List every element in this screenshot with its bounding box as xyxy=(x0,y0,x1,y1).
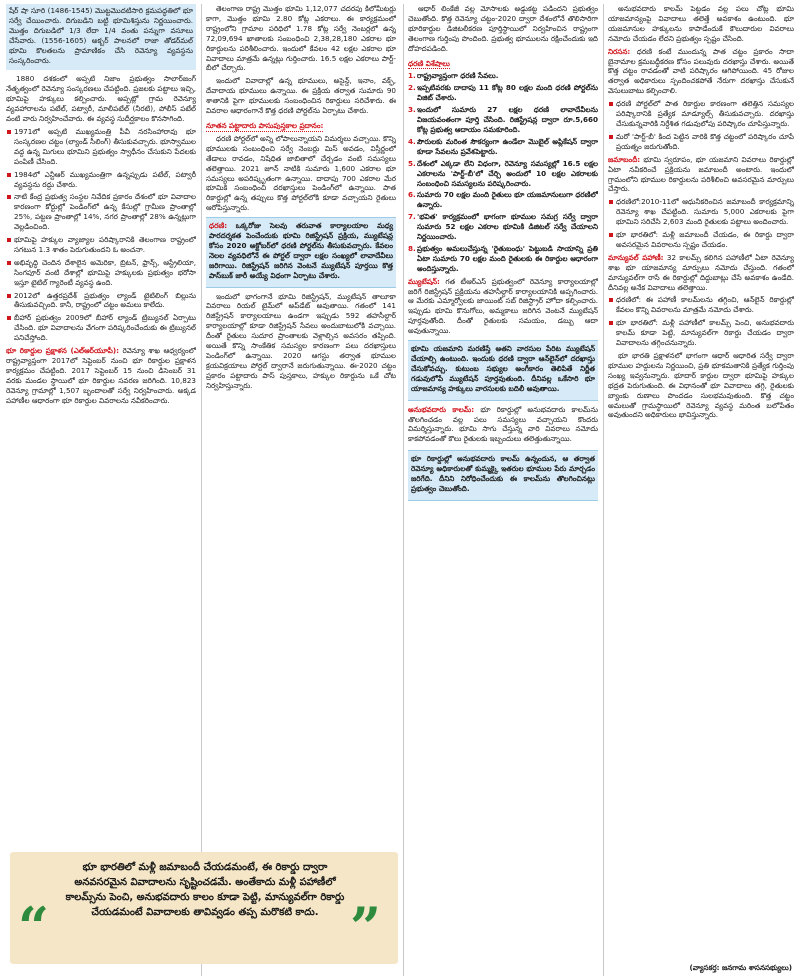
intro-text: షేర్ షా సూరి (1486-1545) మొట్టమొదటిసారి క్రమపద్ధతిలో భూ సర్వే చేయించారు. దిగుబడిని బట్టి భూమిశిస్తును నిర్ణయించారు. మొత్తం దిగుబడిలో 1/3 లేదా 1/4 వంతు పన్నుగా వసూలు చేసేవారు. (1556-1605) అక్బర్ పాలనలో రాజా తోడర్‌మల్ భూమి కొలతలను ప్రామాణికం చేసి రెవెన్యూ వ్యవస్థను సంస్కరించారు. xyxy=(9,6,193,65)
quote-close-icon: ” xyxy=(350,895,382,959)
bullet-list xyxy=(6,127,196,343)
list-item: భూ భారతిలో: మళ్లీ జమాబందీ చేయడం, ఈ రికార్డు ద్వారా అవసరమైన వివరాలను స్పష్టం చేయడం. xyxy=(608,230,794,250)
paragraph: తెలంగాణ రాష్ట్ర మొత్తం భూమి 1,12,077 చదరపు కిలోమీటర్లు కాగా, మొత్తం భూమి 2.80 కోట్ల ఎకరాలు. ఈ కార్యక్రమంలో రాష్ట్రంలోని గ్రామాల పరిధిలో 1.78 కోట్ల సర్వే నెంబర్లలో ఉన్న 72,09,694 ఖాతాలకు సంబంధించి 2,38,28,180 ఎకరాల భూ రికార్డులను పరిశీలించారు. ఇందులో కేవలం 42 లక్షల ఎకరాల భూ వివాదాలు మాత్రమే ఉన్నట్లు గుర్తించారు. 16.5 లక్షల ఎకరాలు పార్ట్-బీలో చేర్చారు. xyxy=(206,4,396,73)
subheading: మాన్యువల్ పహాణీ: xyxy=(608,252,664,262)
quote-open-icon: “ xyxy=(18,895,50,959)
list-item: బీహార్ ప్రభుత్వం 2009లో బీహార్ ల్యాండ్ ట్రిబ్యునల్ ఏర్పాటు చేసింది. భూ వివాదాలను వేగంగా పరిష్కరించేందుకు ఈ ట్రిబ్యునల్ పనిచేస్తోంది. xyxy=(6,313,196,343)
column-rule xyxy=(201,4,202,976)
paragraph: భూమి స్వరూపం, భూ యజమాని వివరాలు రికార్డుల్లో ఏటా నవీకరించే ప్రక్రియను జమాబందీ అంటారు. ఇందులో గ్రామంలోని భూముల రికార్డులను పరిశీలించి అవసరమైన మార్పులు చేస్తారు. xyxy=(608,154,794,194)
list-item: 7. 'భవిత' కార్యక్రమంలో భాగంగా భూముల సమగ్ర సర్వే ద్వారా సుమారు 52 లక్షల ఎకరాల భూమికి డిజిటల్ సర్వే చేయాలని నిర్ణయించారు. xyxy=(408,212,598,242)
subheading: జమాబందీ: xyxy=(608,154,641,164)
list-item: భూ భారతిలో: మళ్లీ పహాణీలో కాలమ్స్ పెంచి, అనుభవదారు కాలమ్ కూడా పెట్టి, మాన్యువల్‌గా రికార్డు చేయడం ద్వారా వివాదాలను తగ్గించనున్నారు. xyxy=(608,318,794,348)
list-item: 3. ఇందులో సుమారు 27 లక్షల ధరణి లావాదేవీలను విజయవంతంగా పూర్తి చేసింది. రిజిస్ట్రేషన్ల ద్వారా రూ.5,660 కోట్ల ప్రభుత్వ ఆదాయం సమకూరింది. xyxy=(408,105,598,134)
list-item: ధరణి పోర్టల్‌లో పాత రికార్డుల కారణంగా తలెత్తిన సమస్యల పరిష్కారానికి ప్రత్యేక మాడ్యూల్స్ తీసుకువచ్చారు. దరఖాస్తు చేసుకున్నవారికి నిర్దేశిత గడువులోపు పరిష్కారం చూపిస్తున్నారు. xyxy=(608,99,794,129)
paragraph: ధరణి కంటే ముందున్న పాత చట్టం ప్రకారం సాదా బైనామాల క్రమబద్ధీకరణ కోసం పలువురు దరఖాస్తు చేశారు. అయితే కొత్త చట్టం రావడంతో వాటి పరిష్కారం ఆగిపోయింది. 45 రోజుల తర్వాత అధికారులు స్పందించకపోతే నేరుగా దరఖాస్తు చేసుకునే వెసులుబాటు కల్పించాలి. xyxy=(608,46,794,96)
paragraph: రెవెన్యూ శాఖ ఆధ్వర్యంలో రాష్ట్రవ్యాప్తంగా 2017లో సెప్టెంబర్ నుంచి భూ రికార్డుల ప్రక్షాళన కార్యక్రమం చేపట్టింది. 2017 సెప్టెంబర్ 15 నుంచి డిసెంబర్ 31 వరకు మండల స్థాయిలో భూ రికార్డుల సవరణ జరిగింది. 10,823 రెవెన్యూ గ్రామాల్లో 1,507 బృందాలతో సర్వే నిర్వహించారు. అక్కడ పహాణీల ఆధారంగా భూ రికార్డుల వివరాలను నవీకరించారు. xyxy=(6,346,196,405)
paragraph: 32 కాలమ్స్ కలిగిన పహాణీలో ఏటా రెవెన్యూ శాఖ భూ యాజమాన్య మార్పులు నమోదు చేస్తుంది. గతంలో మాన్యువల్‌గా రాసే ఈ రికార్డుల్లో దిద్దుబాట్లు చేసే అవకాశం ఉండేది. దీనివల్ల అనేక వివాదాలు తలెత్తాయి. xyxy=(608,252,794,292)
list-item: 6. సుమారు 70 లక్షల మంది రైతులు భూ యజమానులుగా ధరణిలో ఉన్నారు. xyxy=(408,190,598,210)
paragraph: ఇందులో భాగంగానే భూమి రిజిస్ట్రేషన్, మ్యుటేషన్ తాలూకా వివరాలు రియల్ టైమ్‌లో అప్‌డేట్ అవుతాయి. గతంలో 141 రిజిస్ట్రేషన్ కార్యాలయాలు ఉండగా ఇప్పుడు 592 తహసీల్దార్ కార్యాలయాల్లో కూడా రిజిస్ట్రేషన్ సేవలు అందుబాటులోకి వచ్చాయి. దీంతో రైతులు సుదూర ప్రాంతాలకు వెళ్లాల్సిన అవసరం తప్పింది. అయితే కొన్ని సాంకేతిక సమస్యల కారణంగా పలు దరఖాస్తులు పెండింగ్‌లో ఉన్నాయి. 2020 ఆగస్టు తర్వాత భూముల క్రయవిక్రయాలు పోర్టల్ ద్వారానే జరుగుతున్నాయి. ఈ-2020 చట్టం ప్రకారం పట్టాదారు పాస్ పుస్తకాలు, హక్కుల రికార్డును ఒకే చోట నిర్వహిస్తున్నారు. xyxy=(206,291,396,390)
bullet-list xyxy=(608,99,794,152)
intro-highlight xyxy=(6,4,196,70)
list-item: మరో 'పార్ట్-బీ' కింద పెట్టిన వారికి కొత్త చట్టంలో పరిష్కారం చూపే ప్రయత్నం జరుగుతోంది. xyxy=(608,132,794,152)
paragraph: గత టీఆర్ఎస్ ప్రభుత్వంలో రెవెన్యూ కార్యాలయాల్లో జరిగే రిజిస్ట్రేషన్ ప్రక్రియను తహసీల్దార్ కార్యాలయానికి అప్పగించారు. ఆ మేరకు ఎమ్మార్వోలకు జాయింట్ సబ్ రిజిస్ట్రార్ హోదా కల్పించారు. ఇప్పుడు భూమి కొనుగోలు, అమ్మకాలు జరిగిన వెంటనే మ్యుటేషన్ పూర్తవుతోంది. దీంతో రైతులకు సమయం, డబ్బు ఆదా అవుతున్నాయి. xyxy=(408,276,598,336)
highlight-box xyxy=(206,217,396,287)
newspaper-page xyxy=(4,4,796,976)
paragraph: భూ భారతి ప్రక్షాళనలో భాగంగా ఆధార్ ఆధారిత సర్వే ద్వారా భూముల హద్దులను నిర్ణయించి, ప్రతి భూకమతానికి ప్రత్యేక గుర్తింపు సంఖ్య ఇవ్వనున్నారు. భూదార్ కార్డుల ద్వారా భూమిపై హక్కుల భద్రత పెరుగుతుంది. ఈ విధానంతో భూ వివాదాలు తగ్గి, రైతులకు బ్యాంకు రుణాలు పొందడం సులభమవుతుంది. కొత్త చట్టం అమలుతో గ్రామస్థాయిలో రెవెన్యూ వ్యవస్థ మరింత బలోపేతం అవుతుందని అధికారులు భావిస్తున్నారు. xyxy=(608,351,794,420)
paragraph: 1880 దశకంలో అప్పటి నిజాం ప్రభుత్వం సాలార్‌జంగ్ నేతృత్వంలో రెవెన్యూ సంస్కరణలు చేపట్టింది. ప్రజలకు పట్టాలు ఇచ్చి, భూమిపై హక్కులు కల్పించారు. అప్పట్లో గ్రామ రెవెన్యూ వ్యవహారాలను పటేల్, పట్వారీ, మాలీపటేల్ (నీరటి), పోలీస్ పటేల్ వంటి వారు నిర్వహించేవారు. ఈ వ్యవస్థ సుదీర్ఘకాలం కొనసాగింది. xyxy=(6,74,196,124)
list-item: 8. ప్రభుత్వం అమలుచేస్తున్న 'రైతుబంధు' పెట్టుబడి సాయాన్ని ప్రతి ఏటా సుమారు 70 లక్షల మంది రైతులకు ఈ రికార్డుల ఆధారంగా అందిస్తున్నారు. xyxy=(408,243,598,273)
author-byline: (వ్యాసకర్త: జనగామ శాసనసభ్యులు) xyxy=(689,963,792,972)
highlight-box xyxy=(408,450,598,501)
box-heading: ధరణి: xyxy=(209,221,228,231)
bullet-list xyxy=(608,295,794,348)
column-1 xyxy=(6,4,196,844)
paragraph: ధరణి పోర్టల్‌లో అన్ని లోపాలున్నాయని విమర్శలు వచ్చాయి. కొన్ని భూములకు సంబంధించి సర్వే నెంబర్లు మిస్ అవడం, విస్తీర్ణంలో తేడాలు రావడం, నిషేధిత జాబితాలో చేర్చడం వంటి సమస్యలు తలెత్తాయి. 2021 జూన్ నాటికి సుమారు 1,600 ఎకరాల భూ సమస్యలు అపరిష్కృతంగా ఉన్నాయి. దాదాపు 700 ఎకరాల మేర భూమికి సంబంధించి దరఖాస్తులు పెండింగ్‌లో ఉన్నాయి. పాత రికార్డుల్లో ఉన్న తప్పులు కొత్త పోర్టల్‌లోకి కూడా వచ్చాయని రైతులు ఆరోపిస్తున్నారు. xyxy=(206,133,396,213)
subheading: మ్యుటేషన్: xyxy=(408,276,440,286)
paragraph: ఆధార్ లింకేజీ వల్ల మోసాలకు అడ్డుకట్ట పడిందని ప్రభుత్వం చెబుతోంది. కొత్త రెవెన్యూ చట్టం-2020 ద్వారా దేశంలోనే తొలిసారిగా భూరికార్డుల డిజిటలీకరణ పూర్తిస్థాయిలో నిర్వహించిన రాష్ట్రంగా తెలంగాణ గుర్తింపు పొందింది. ప్రభుత్వ భూములను రక్షించేందుకు ఇది దోహదపడింది. xyxy=(408,4,598,53)
column-3 xyxy=(408,4,598,976)
subheading: నూతన పట్టాదారు పాసుపుస్తకాల ప్రదానం: xyxy=(206,120,324,130)
list-item: భూమిపై హక్కుల వ్యాజ్యాల పరిష్కారానికి తెలంగాణ రాష్ట్రంలో సగటున 1.3 శాతం పెరుగుతుందని ఓ అంచనా. xyxy=(6,235,196,255)
paragraph: ఇందులో వివాదాల్లో ఉన్న భూములు, అసైన్డ్, ఇనాం, వక్ఫ్, దేవాదాయ భూములు ఉన్నాయి. ఈ ప్రక్రియ తర్వాత సుమారు 90 శాతానికి పైగా భూములకు సంబంధించిన రికార్డులు సరిచేశారు. ఈ వివరాల ఆధారంగానే కొత్త ధరణి పోర్టల్‌ను ఏర్పాటు చేశారు. xyxy=(206,76,396,116)
list-item: 1984లో ఎన్టీఆర్ ముఖ్యమంత్రిగా ఉన్నప్పుడు పటేల్, పట్వారీ వ్యవస్థను రద్దు చేశారు. xyxy=(6,170,196,190)
highlight-box xyxy=(408,340,598,401)
subheading: అనుభవదారు కాలమ్: xyxy=(408,404,475,414)
paragraph: భూ రికార్డుల్లో అనుభవదారు కాలమ్‌ను తొలగించడం వల్ల పలు సమస్యలు వచ్చాయని కొందరు విమర్శిస్తున్నారు. భూమి సాగు చేస్తున్న వారి వివరాలు నమోదు కాకపోవడంతో కౌలు రైతులకు ఇబ్బందులు తలెత్తుతున్నాయి. xyxy=(408,404,598,444)
list-item: ధరణిలో: ఈ పహాణీ కాలమ్‌లను తగ్గించి, ఆన్‌లైన్ రికార్డుల్లో కేవలం కొన్ని వివరాలను మాత్రమే నమోదు చేశారు. xyxy=(608,295,794,315)
pull-quote xyxy=(10,852,398,964)
subheading: ధరణి విశేషాలు xyxy=(408,58,450,68)
list-item: 4. పౌరులకు మరింత సౌకర్యంగా ఉండేలా మొబైల్ అప్లికేషన్ ద్వారా కూడా సేవలను ప్రవేశపెట్టారు. xyxy=(408,136,598,156)
box-text: ఒక్కరోజు సెలవు తరువాత కార్యాలయాల మధ్య పారదర్శకత పెంచేందుకు భూమి రిజిస్ట్రేషన్ ప్రక్రియ, మ్యుటేషన్ల కోసం 2020 అక్టోబర్‌లో ధరణి పోర్టల్‌ను తీసుకువచ్చారు. కేవలం నెలల వ్యవధిలోనే ఈ పోర్టల్ ద్వారా లక్షల సంఖ్యలో లావాదేవీలు జరిగాయి. రిజిస్ట్రేషన్ జరిగిన వెంటనే మ్యుటేషన్ పూర్తయి కొత్త పాస్‌బుక్ జారీ అయ్యే విధంగా ఏర్పాటు చేశారు. xyxy=(209,221,393,280)
list-item: 2012లో ఉత్తరప్రదేశ్ ప్రభుత్వం ల్యాండ్ టైటిలింగ్ బిల్లును తీసుకువచ్చింది. కానీ, రాష్ట్రంలో చట్టం అమలు కాలేదు. xyxy=(6,291,196,311)
list-item: 1. రాష్ట్రవ్యాప్తంగా ధరణి సేవలు. xyxy=(408,71,499,81)
list-item: నాటి కేంద్ర ప్రభుత్వ సంస్థల నివేదిక ప్రకారం దేశంలో భూ వివాదాల కారణంగా కోర్టుల్లో పెండింగ్‌లో ఉన్న కేసుల్లో గ్రామీణ ప్రాంతాల్లో 25%, పట్టణ ప్రాంతాల్లో 14%, నగర ప్రాంతాల్లో 28% ఉన్నట్లుగా వెల్లడించింది. xyxy=(6,192,196,232)
list-item: 1971లో అప్పటి ముఖ్యమంత్రి పీవీ నరసింహారావు భూ సంస్కరణల చట్టం (ల్యాండ్ సీలింగ్) తీసుకువచ్చారు. భూస్వాముల వద్ద ఉన్న మిగులు భూమిని ప్రభుత్వం స్వాధీనం చేసుకుని పేదలకు పంపిణీ చేసింది. xyxy=(6,127,196,167)
column-4 xyxy=(608,4,794,964)
column-rule xyxy=(603,4,604,976)
list-item: ధరణిలో:2010-11లో ఆధునీకరించిన జమాబందీ కార్యక్రమాన్ని రెవెన్యూ శాఖ చేపట్టింది. సుమారు 5,000 ఎకరాలకు పైగా భూమిని సరిచేసి 2,603 మంది రైతులకు పట్టాలు అందించారు. xyxy=(608,197,794,227)
subheading: నిరసన: xyxy=(608,46,631,56)
list-item: 2. ఇప్పటివరకు దాదాపు 11 కోట్ల 80 లక్షల మంది ధరణి పోర్టల్‌ను విజిట్ చేశారు. xyxy=(408,83,598,103)
column-rule xyxy=(403,4,404,976)
numbered-list xyxy=(408,71,598,273)
column-2 xyxy=(206,4,396,844)
list-item: 5. దేశంలో ఎక్కడా లేని విధంగా, రెవెన్యూ సమస్యల్లో 16.5 లక్షల ఎకరాలను 'పార్ట్-బీ'లో చేర్చి అందులో 10 లక్షల ఎకరాలకు సంబంధించి సమస్యలను పరిష్కరించారు. xyxy=(408,158,598,188)
list-item: అభివృద్ధి చెందిన దేశాలైన అమెరికా, బ్రిటన్, ఫ్రాన్స్, ఆస్ట్రేలియా, సింగపూర్ వంటి దేశాల్లో భూమిపై హక్కులకు ప్రభుత్వం భరోసా ఇస్తూ టైటిల్ గ్యారెంటీ వ్యవస్థ ఉంది. xyxy=(6,258,196,288)
paragraph: అనుభవదారు కాలమ్ పెట్టడం వల్ల పలు చోట్ల భూమి యాజమాన్యంపై వివాదాలు తలెత్తే అవకాశం ఉంటుంది. భూ యజమానుల హక్కులను కాపాడేందుకే కౌలుదారుల వివరాలు నమోదు చేయడం లేదని ప్రభుత్వం స్పష్టం చేసింది. xyxy=(608,4,794,43)
box-text: భూ రికార్డుల్లో అనుభవదారు కాలమ్ ఉన్నందున, ఆ తర్వాత రెవెన్యూ అధికారులతో కుమ్మక్కై ఇతరుల భూముల పేరు మార్చడం జరిగేది. దీనిని నిరోధించేందుకు ఈ కాలమ్‌ను తొలగించినట్లు ప్రభుత్వం చెబుతోంది. xyxy=(411,454,595,493)
quote-text: భూ భారతిలో మళ్లీ జమాబందీ చేయడమంటే, ఈ రికార్డు ద్వారా అనవసరమైన వివాదాలను సృష్టించడమే. అంతేకాదు మళ్లీ పహాణీలో కాలమ్స్‌ను పెంచి, అనుభవదారు కాలం కూడా పెట్టి, మాన్యువల్‌గా రికార్డు చేయడమంటే వివాదాలకు తావివ్వడం తప్ప మరొకటి కాదు. xyxy=(65,862,345,918)
bullet-list xyxy=(608,197,794,250)
subheading: భూ రికార్డుల ప్రక్షాళన (ఎల్‌ఆర్‌యూపీ): xyxy=(6,346,120,356)
box-text: భూమి యజమాని మరణిస్తే అతని వారసుల పేరిట మ్యుటేషన్ చేయాల్సి ఉంటుంది. ఇందుకు ధరణి ద్వారా ఆన్‌లైన్‌లో దరఖాస్తు చేసుకోవచ్చు. కుటుంబ సభ్యుల అంగీకారం తెలిపితే నిర్ణీత గడువులోపే మ్యుటేషన్ పూర్తవుతుంది. దీనివల్ల ఒకేసారి భూ యాజమాన్య హక్కులు వారసులకు బదిలీ అవుతాయి. xyxy=(411,344,595,393)
